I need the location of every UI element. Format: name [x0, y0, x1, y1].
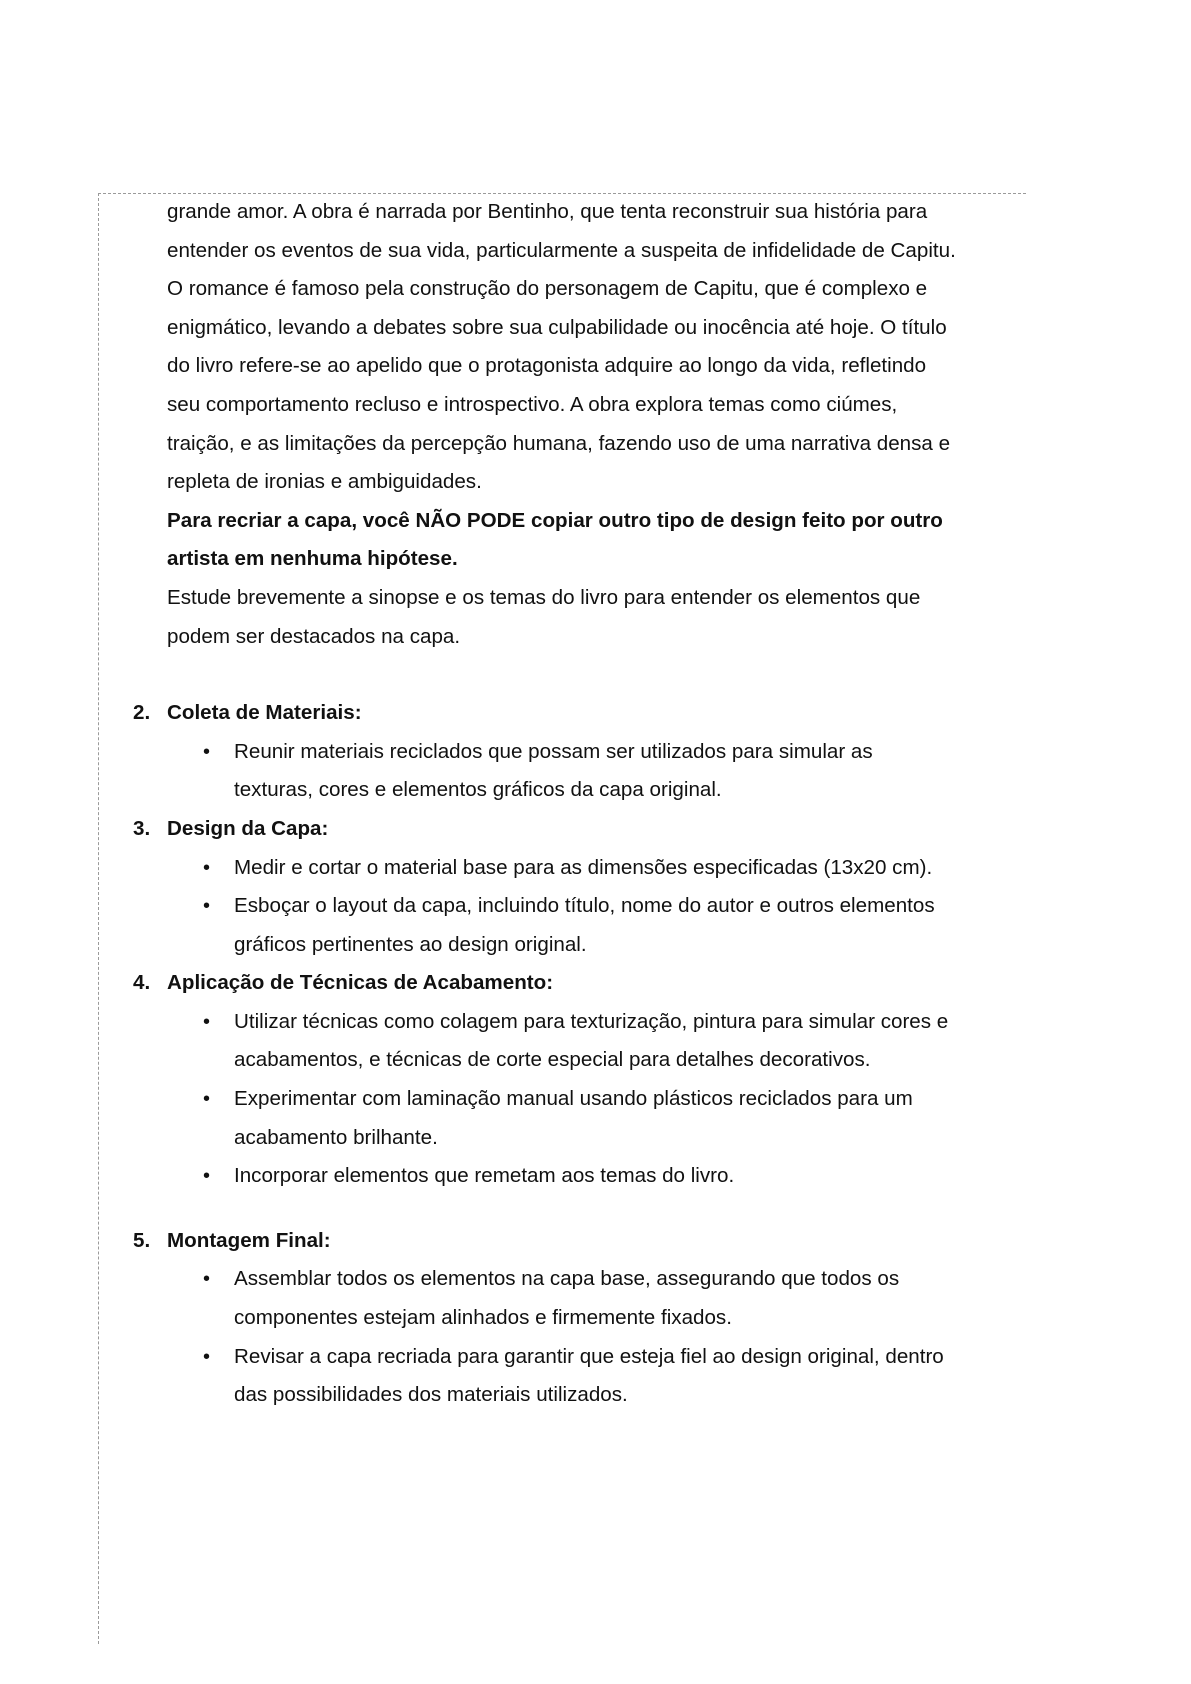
list-item-text: Incorporar elementos que remetam aos temas do livro. — [234, 1164, 735, 1188]
list-item-text: Utilizar técnicas como colagem para texturização, pintura para simular cores e acabamentos, e técnicas de corte especial para detalhes decorativos. — [234, 1009, 949, 1072]
section-tecnicas-de-acabamento — [133, 964, 1047, 1196]
section-heading — [133, 1222, 1047, 1261]
section-heading — [133, 810, 1047, 849]
section-montagem-final — [133, 1222, 1047, 1415]
list-item — [167, 1157, 956, 1196]
warning-paragraph: Para recriar a capa, você NÃO PODE copiar outro tipo de design feito por outro artista em nenhuma hipótese. — [167, 508, 943, 571]
list-item-text: Experimentar com laminação manual usando plásticos reciclados para um acabamento brilhante. — [234, 1087, 913, 1149]
list-item-text: Esboçar o layout da capa, incluindo título, nome do autor e outros elementos gráficos pertinentes ao design original. — [234, 894, 935, 956]
bullet-icon: • — [203, 895, 211, 918]
list-item — [167, 849, 956, 888]
document-body — [133, 193, 1047, 1415]
list-item — [167, 1080, 956, 1157]
section-heading — [133, 964, 1047, 1003]
bullet-icon: • — [203, 1268, 211, 1291]
bullet-icon: • — [203, 856, 211, 879]
section-number: 5. — [133, 1228, 151, 1252]
section-title: Design da Capa: — [167, 816, 329, 840]
synopsis-paragraph: grande amor. A obra é narrada por Bentinho, que tenta reconstruir sua história para entender os eventos de sua vida, particularmente a suspeita de infidelidade de Capitu. O romance é famoso pela construção do personagem de Capitu, que é complexo e enigmático, levando a debates sobre sua culpabilidade ou inocência até hoje. O título do livro refere-se ao apelido que o protagonista adquire ao longo da vida, refletindo seu comportamento recluso e introspectivo. A obra explora temas como ciúmes, traição, e as limitações da percepção humana, fazendo uso de uma narrativa densa e repleta de ironias e ambiguidades. — [167, 200, 956, 494]
list-item — [167, 733, 956, 810]
bullet-icon: • — [203, 1088, 211, 1111]
bullet-icon: • — [203, 1345, 211, 1368]
list-item-text: Assemblar todos os elementos na capa base, assegurando que todos os componentes estejam alinhados e firmemente fixados. — [234, 1267, 900, 1330]
list-item — [167, 887, 956, 964]
list-item — [167, 1260, 956, 1337]
bullet-icon: • — [203, 740, 211, 763]
section-number: 4. — [133, 971, 151, 995]
section-heading — [133, 694, 1047, 733]
bullet-icon: • — [203, 1165, 211, 1188]
section-number: 2. — [133, 701, 151, 725]
list-item-text: Medir e cortar o material base para as dimensões especificadas (13x20 cm). — [234, 855, 933, 879]
list-item-text: Reunir materiais reciclados que possam ser utilizados para simular as texturas, cores e elementos gráficos da capa original. — [234, 739, 873, 802]
section-title: Coleta de Materiais: — [167, 701, 362, 725]
section-title: Aplicação de Técnicas de Acabamento: — [167, 971, 554, 995]
section-coleta-de-materiais — [133, 694, 1047, 810]
section-design-da-capa — [133, 810, 1047, 964]
spacer — [167, 656, 1047, 694]
instruction-paragraph: Estude brevemente a sinopse e os temas do livro para entender os elementos que podem ser destacados na capa. — [167, 585, 921, 648]
list-item — [167, 1338, 956, 1415]
section-title: Montagem Final: — [167, 1228, 331, 1252]
section-number: 3. — [133, 816, 151, 840]
bullet-icon: • — [203, 1010, 211, 1033]
list-item-text: Revisar a capa recriada para garantir que esteja fiel ao design original, dentro das possibilidades dos materiais utilizados. — [234, 1344, 944, 1407]
spacer — [167, 1196, 1047, 1222]
list-item — [167, 1003, 956, 1080]
